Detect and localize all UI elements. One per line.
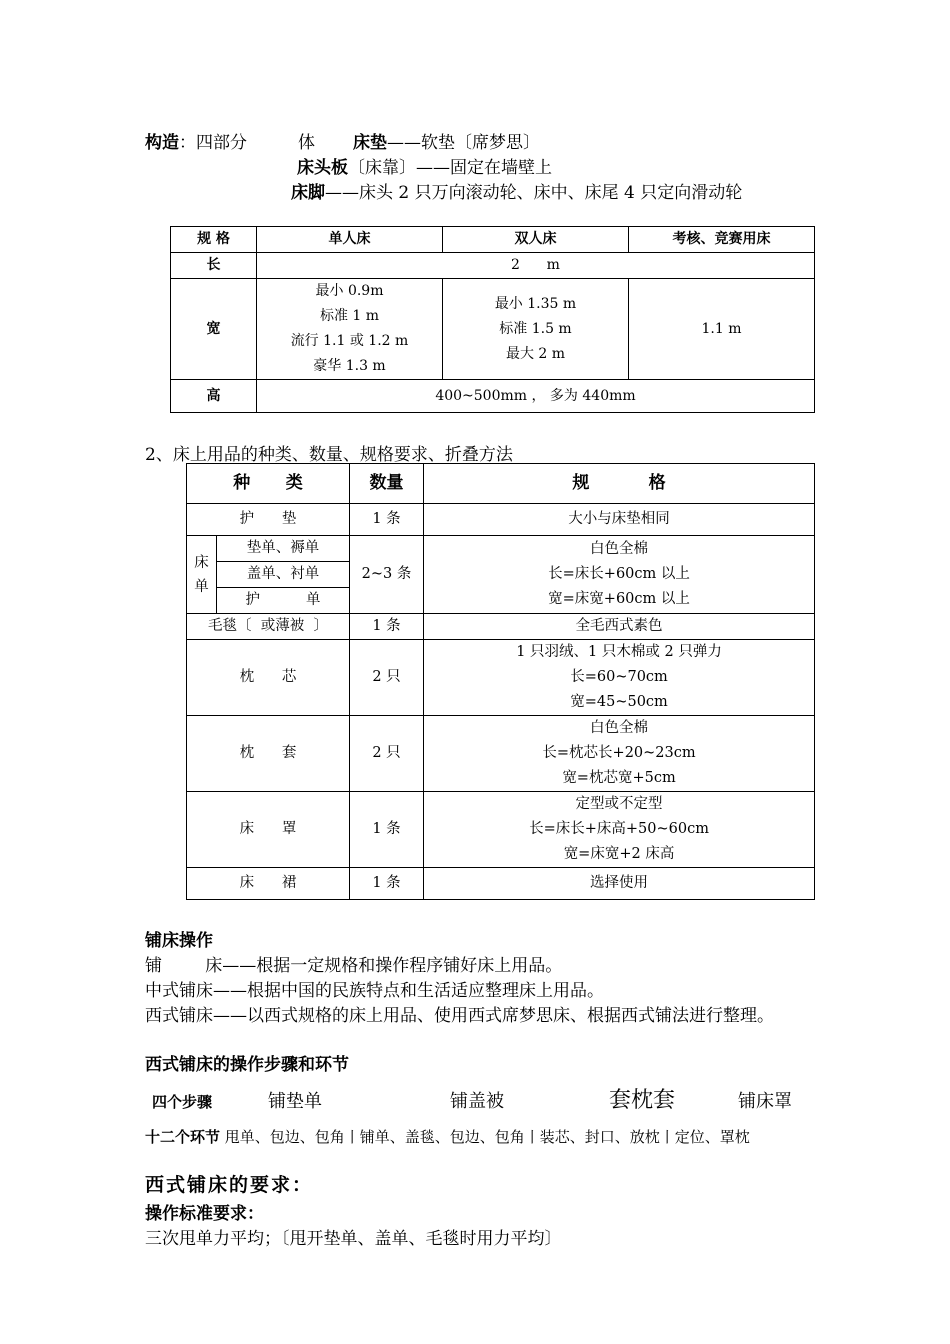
- width-single-line: 标准 1 m: [319, 308, 380, 324]
- header-qty: 数量: [350, 464, 424, 504]
- mattress-line: [353, 128, 540, 153]
- header-spec: 规 格: [424, 464, 815, 504]
- sheet-item: 垫单、褥单: [217, 536, 350, 562]
- width-exam: 1.1 m: [629, 279, 815, 380]
- table-row: [187, 792, 815, 868]
- construction-parts: 四部分: [196, 133, 247, 153]
- width-double-line: 最大 2 m: [505, 345, 566, 362]
- width-double-line: 标准 1.5 m: [499, 320, 572, 337]
- skirt-spec: 选择使用: [424, 868, 815, 900]
- table-row: [187, 614, 815, 640]
- table-row: [187, 716, 815, 792]
- construction-colon: ：: [179, 133, 196, 153]
- construction-body: 体: [298, 133, 315, 153]
- blanket-spec: 全毛西式素色: [424, 614, 815, 640]
- width-single-line: 流行 1.1 或 1.2 m: [290, 333, 409, 349]
- bedmaking-line-2: 中式铺床——根据中国的民族特点和生活适应整理床上用品。: [145, 981, 604, 1001]
- header-double: 双人床: [443, 227, 629, 253]
- pillow-name: 枕 芯: [187, 640, 350, 716]
- legs-line: [291, 178, 742, 203]
- pillowcase-name: 枕 套: [187, 716, 350, 792]
- header-exam: 考核、竞赛用床: [629, 227, 815, 253]
- pillowcase-spec-line: 宽=枕芯宽+5cm: [562, 770, 676, 786]
- headboard-line: [297, 153, 552, 178]
- mattress-text: ——软垫〔席梦思〕: [387, 133, 540, 153]
- skirt-qty: 1 条: [350, 868, 424, 900]
- blanket-qty: 1 条: [350, 614, 424, 640]
- length-value: 2 m: [257, 253, 815, 279]
- table-row: [171, 380, 815, 413]
- width-single: [257, 279, 443, 380]
- cover-qty: 1 条: [350, 792, 424, 868]
- step-item: 铺盖被: [450, 1091, 504, 1112]
- header-single: 单人床: [257, 227, 443, 253]
- table-row: [187, 464, 815, 504]
- sheet-item: 盖单、衬单: [217, 562, 350, 588]
- pad-spec: 大小与床垫相同: [424, 504, 815, 536]
- header-type: 种 类: [187, 464, 350, 504]
- legs-text: ——床头 2 只万向滚动轮、床中、床尾 4 只定向滑动轮: [325, 183, 743, 203]
- twelve-steps-label: 十二个环节: [145, 1128, 221, 1146]
- width-single-line: 最小 0.9m: [315, 283, 384, 299]
- table-row: [187, 640, 815, 716]
- bedding-table: [186, 463, 815, 900]
- pillowcase-spec: [424, 716, 815, 792]
- steps-title: 西式铺床的操作步骤和环节: [145, 1055, 349, 1075]
- width-label: 宽: [171, 279, 257, 380]
- requirements-subtitle: 操作标准要求：: [145, 1204, 264, 1224]
- cover-spec-line: 定型或不定型: [575, 796, 663, 812]
- cover-spec-line: 宽=床宽+2 床高: [563, 846, 675, 862]
- table-row: [187, 504, 815, 536]
- cover-spec: [424, 792, 815, 868]
- sheet-spec: [424, 536, 815, 614]
- bedmaking-line-3: 西式铺床——以西式规格的床上用品、使用西式席梦思床、根据西式铺法进行整理。: [145, 1006, 774, 1026]
- twelve-steps-line: [145, 1126, 750, 1147]
- sheet-group-label: 床单: [194, 554, 209, 595]
- pillow-qty: 2 只: [350, 640, 424, 716]
- sheet-spec-line: 白色全棉: [590, 541, 649, 557]
- headboard-label: 床头板: [297, 158, 348, 178]
- requirements-title: 西式铺床的要求：: [145, 1174, 314, 1196]
- construction-label: 构造: [145, 133, 179, 153]
- sheet-group: [187, 536, 217, 614]
- skirt-name: 床 裙: [187, 868, 350, 900]
- step-item: 套枕套: [609, 1088, 676, 1113]
- pad-name: 护 垫: [187, 504, 350, 536]
- construction-line-1: [145, 128, 247, 153]
- step-item: 铺垫单: [268, 1091, 322, 1112]
- pillow-spec-line: 宽=45~50cm: [570, 694, 668, 710]
- sheet-spec-line: 长=床长+60cm 以上: [548, 566, 690, 582]
- table-row: [171, 279, 815, 380]
- twelve-steps-text: 甩单、包边、包角丨铺单、盖毯、包边、包角丨装芯、封口、放枕丨定位、罩枕: [224, 1128, 750, 1146]
- height-label: 高: [171, 380, 257, 413]
- pillow-spec: [424, 640, 815, 716]
- bed-size-table: [170, 226, 815, 413]
- pillowcase-spec-line: 白色全棉: [590, 720, 649, 736]
- headboard-text: 〔床靠〕——固定在墙壁上: [348, 158, 552, 178]
- table-row: [187, 868, 815, 900]
- cover-name: 床 罩: [187, 792, 350, 868]
- legs-label: 床脚: [291, 183, 325, 203]
- section2-title: 2、床上用品的种类、数量、规格要求、折叠方法: [145, 445, 513, 465]
- pillow-spec-line: 长=60~70cm: [570, 669, 668, 685]
- bedmaking-title: 铺床操作: [145, 931, 213, 951]
- sheet-qty: 2~3 条: [350, 536, 424, 614]
- sheet-spec-line: 宽=床宽+60cm 以上: [548, 591, 690, 607]
- four-steps-label: 四个步骤: [152, 1093, 213, 1111]
- length-label: 长: [171, 253, 257, 279]
- pillowcase-qty: 2 只: [350, 716, 424, 792]
- pillowcase-spec-line: 长=枕芯长+20~23cm: [542, 745, 696, 761]
- cover-spec-line: 长=床长+床高+50~60cm: [529, 821, 709, 837]
- width-double: [443, 279, 629, 380]
- height-value: 400~500mm ， 多为 440mm: [257, 380, 815, 413]
- table-row: [171, 253, 815, 279]
- sheet-item: 护 单: [217, 588, 350, 614]
- pad-qty: 1 条: [350, 504, 424, 536]
- width-single-line: 豪华 1.3 m: [313, 358, 386, 374]
- requirements-line-1: 三次甩单力平均；〔甩开垫单、盖单、毛毯时用力平均〕: [145, 1229, 562, 1249]
- bedmaking-line-1: 铺 床——根据一定规格和操作程序铺好床上用品。: [145, 956, 563, 976]
- width-double-line: 最小 1.35 m: [494, 295, 577, 312]
- pillow-spec-line: 1 只羽绒、1 只木棉或 2 只弹力: [516, 644, 722, 660]
- mattress-label: 床垫: [353, 133, 387, 153]
- header-spec: 规 格: [171, 227, 257, 253]
- blanket-name: 毛毯〔 或薄被 〕: [187, 614, 350, 640]
- step-item: 铺床罩: [738, 1091, 792, 1112]
- table-row: [187, 536, 815, 562]
- table-row: [171, 227, 815, 253]
